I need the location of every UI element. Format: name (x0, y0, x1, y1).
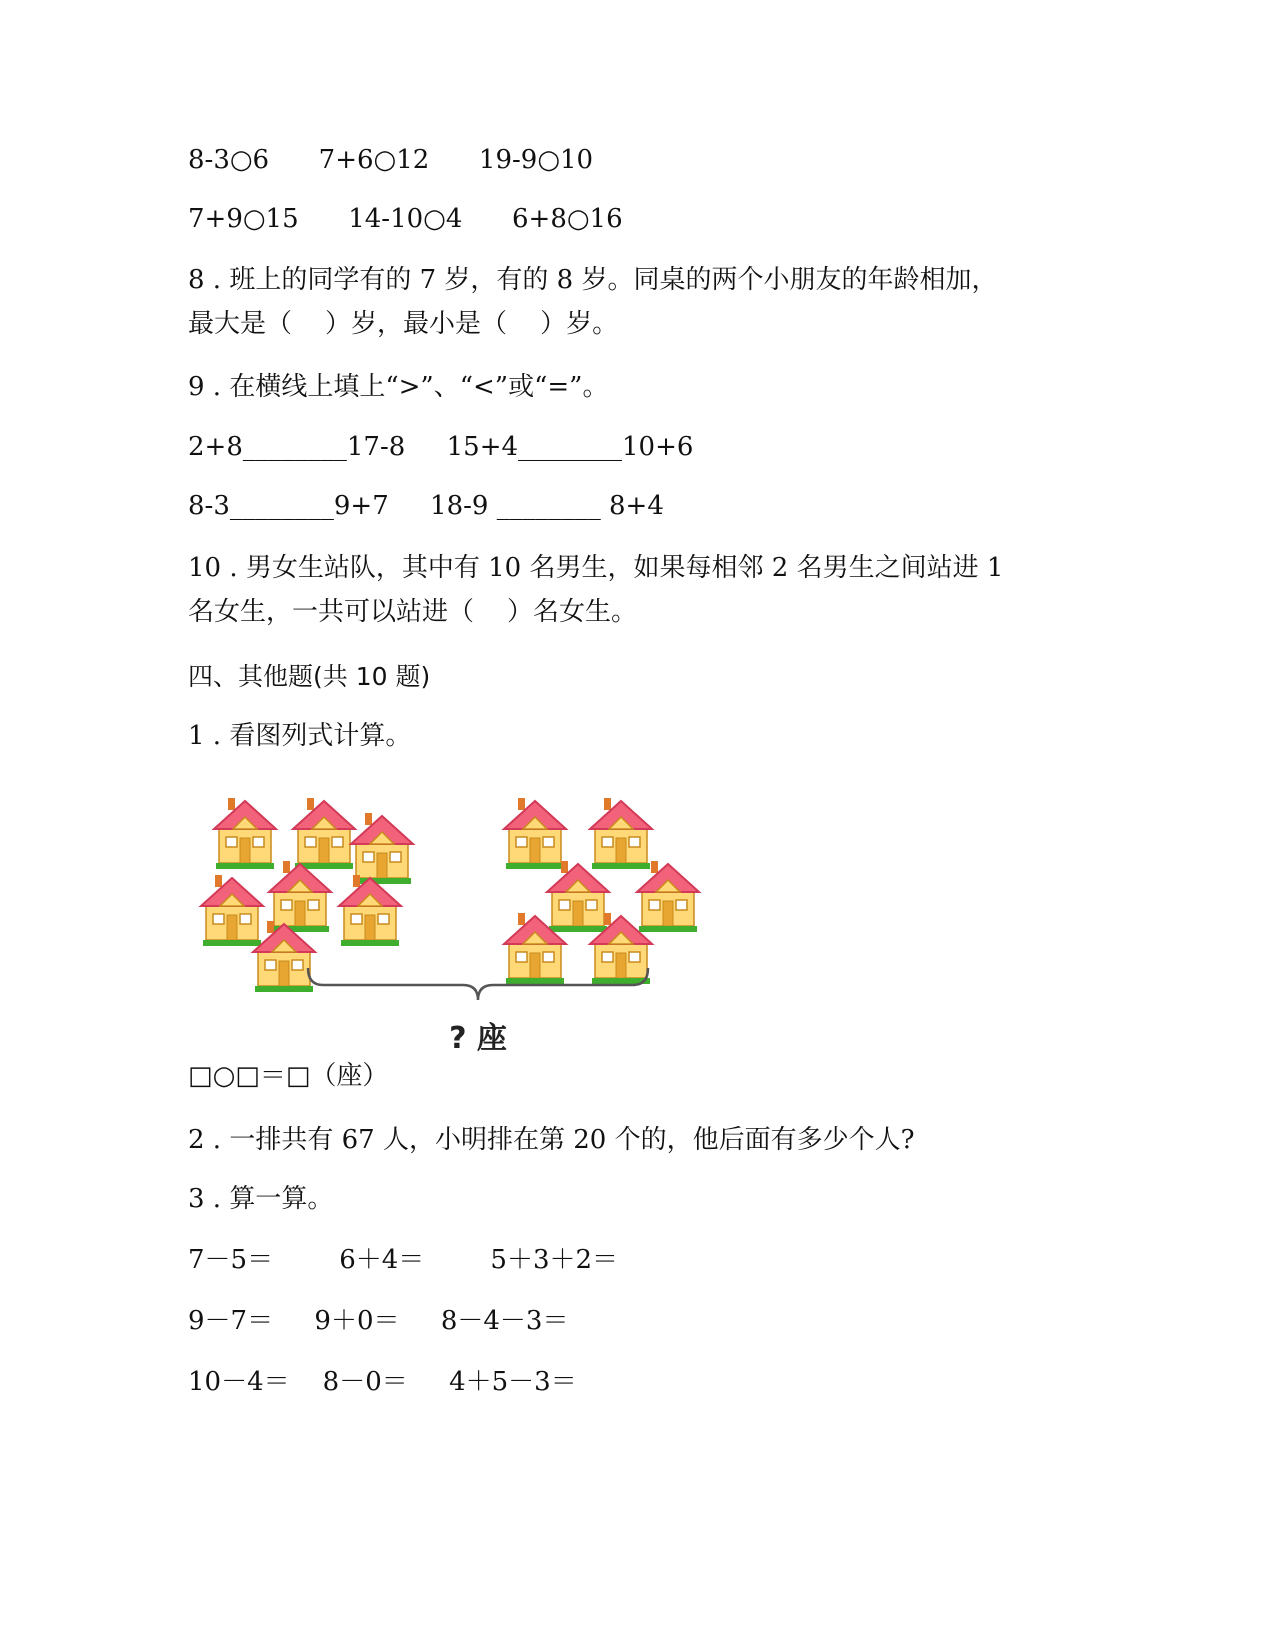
question-9: 9 . 在横线上填上“>”、“<”或“=”。 (188, 372, 609, 402)
other-question-3: 3 . 算一算。 (188, 1184, 334, 1214)
other-question-1: 1 . 看图列式计算。 (188, 721, 412, 751)
calc-row-1: 7－5＝ 6＋4＝ 5＋3＋2＝ (188, 1245, 619, 1275)
section-four-heading: 四、其他题(共 10 题) (188, 662, 431, 691)
house-icon (269, 861, 331, 932)
question-9-row-1: 2+8________17-8 15+4________10+6 (188, 432, 694, 462)
brace-label: ? 座 (449, 1021, 507, 1056)
question-10-line-2: 名女生，一共可以站进（ ）名女生。 (188, 597, 638, 627)
calc-row-3: 10－4＝ 8－0＝ 4＋5－3＝ (188, 1367, 577, 1397)
house-icon (351, 813, 413, 884)
houses-figure (188, 790, 743, 1080)
compare-row-2: 7+9○15 14-10○4 6+8○16 (188, 204, 623, 234)
house-icon (547, 861, 609, 932)
other-question-2: 2 . 一排共有 67 人，小明排在第 20 个的，他后面有多少个人? (188, 1125, 915, 1155)
calc-row-2: 9－7＝ 9＋0＝ 8－4－3＝ (188, 1306, 569, 1336)
house-icon (201, 875, 263, 946)
house-icon (339, 875, 401, 946)
other-question-1-answer: □○□＝□（座） (188, 1061, 389, 1091)
question-10-line-1: 10 . 男女生站队，其中有 10 名男生，如果每相邻 2 名男生之间站进 1 (188, 553, 1004, 583)
houses-layer (201, 798, 699, 992)
compare-row-1: 8-3○6 7+6○12 19-9○10 (188, 145, 594, 175)
house-icon (214, 798, 276, 869)
house-icon (637, 861, 699, 932)
question-8-line-2: 最大是（ ）岁，最小是（ ）岁。 (188, 309, 619, 339)
house-icon (504, 798, 566, 869)
houses-figure-svg (188, 790, 743, 1080)
question-9-row-2: 8-3________9+7 18-9 ________ 8+4 (188, 491, 664, 521)
question-8-line-1: 8 . 班上的同学有的 7 岁，有的 8 岁。同桌的两个小朋友的年龄相加， (188, 265, 998, 295)
house-icon (590, 798, 652, 869)
house-icon (293, 798, 355, 869)
